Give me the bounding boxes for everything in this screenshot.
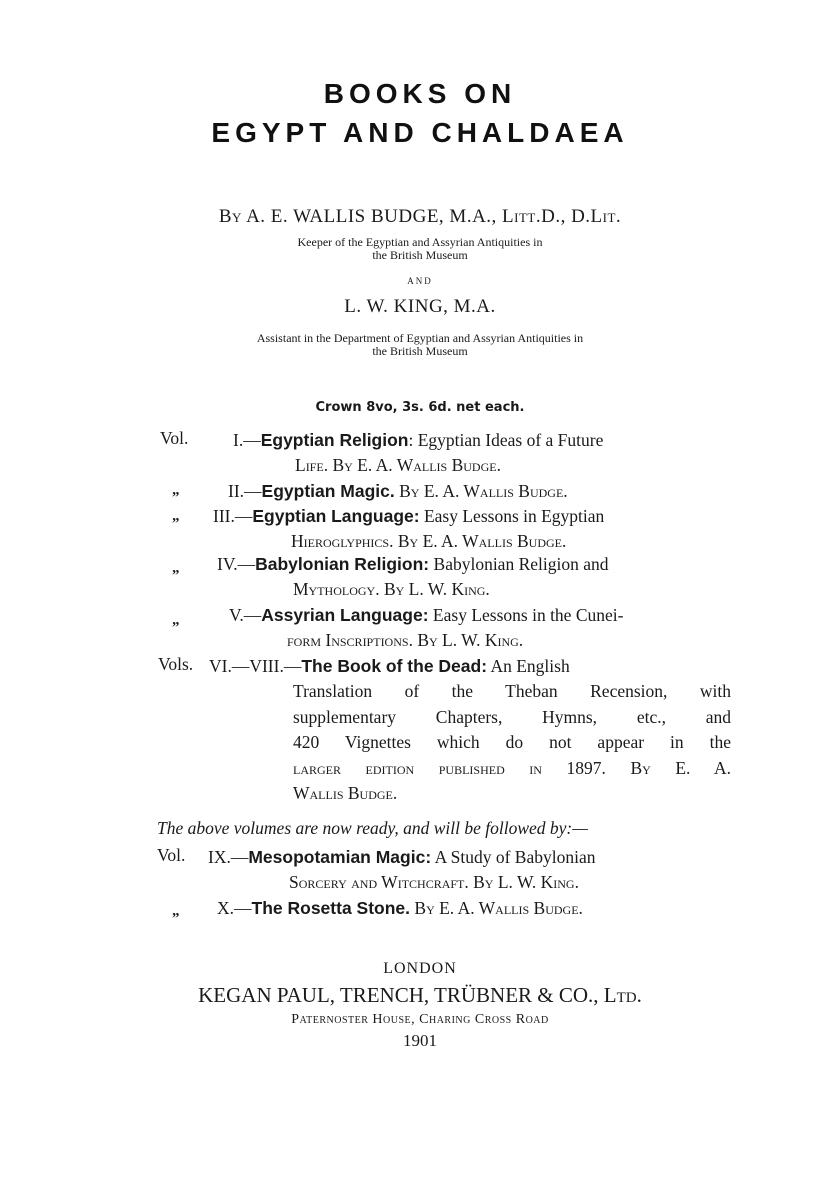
ditto-mark: „: [172, 903, 180, 919]
volume-entry-2: [228, 479, 735, 504]
title-line-2: EGYPT AND CHALDAEA: [211, 117, 629, 148]
imprint-city: LONDON: [383, 960, 457, 977]
volume-heading: Egyptian Language:: [252, 506, 420, 526]
volume-number: II.—: [228, 481, 262, 501]
volume-entry-4: [217, 552, 735, 603]
volume-number: X.—: [217, 898, 252, 918]
ditto-mark: „: [172, 560, 180, 576]
budge-description-2: the British Museum: [372, 248, 468, 262]
volume-text-line: Life. By E. A. Wallis Budge.: [295, 455, 501, 476]
volume-text-line: Wallis Budge.: [293, 783, 398, 804]
volume-label: Vols.: [158, 654, 194, 674]
volume-number: III.—: [213, 506, 253, 526]
volume-text-line: 420 Vignettes which do not appear in the: [293, 732, 731, 753]
volume-heading: The Rosetta Stone.: [251, 898, 411, 918]
volume-entry-5: [229, 603, 735, 654]
volume-text-line: : Egyptian Ideas of a Future: [408, 430, 604, 450]
volume-text-line: larger edition published in 1897. By E. A.: [293, 757, 731, 778]
volume-number: IX.—: [208, 847, 249, 867]
volume-number: VI.—VIII.—: [209, 656, 302, 676]
volume-text-line: Babylonian Religion and: [429, 554, 609, 574]
title-line-1: BOOKS ON: [323, 78, 517, 109]
volume-text-line: Mythology. By L. W. King.: [293, 579, 490, 600]
volume-heading: The Book of the Dead:: [301, 656, 488, 676]
volume-text-line: An English: [487, 656, 570, 676]
volume-heading: Egyptian Magic.: [261, 481, 395, 501]
volume-text-line: supplementary Chapters, Hymns, etc., and: [293, 706, 731, 727]
king-author-line: L. W. KING, M.A.: [344, 296, 496, 317]
volume-text-line: By E. A. Wallis Budge.: [410, 898, 583, 918]
volume-entry-6: [209, 654, 731, 806]
volume-text-line: Easy Lessons in the Cunei-: [428, 605, 624, 625]
volume-text-line: By E. A. Wallis Budge.: [394, 481, 568, 501]
volume-label: Vol.: [160, 428, 189, 448]
ditto-mark: „: [172, 482, 180, 498]
imprint-year: 1901: [403, 1031, 437, 1050]
king-description-1: Assistant in the Department of Egyptian and Assyrian Antiquities in: [256, 331, 584, 345]
king-description-2: the British Museum: [372, 344, 468, 358]
volume-label: Vol.: [157, 845, 186, 865]
volume-heading: Babylonian Religion:: [255, 554, 430, 574]
volume-text-line: Easy Lessons in Egyptian: [419, 506, 605, 526]
price-line: Crown 8vo, 3s. 6d. net each.: [315, 400, 525, 415]
volume-heading: Assyrian Language:: [261, 605, 429, 625]
volume-entry-10: [217, 896, 731, 921]
volume-text-line: Hieroglyphics. By E. A. Wallis Budge.: [291, 531, 567, 552]
ditto-mark: „: [172, 508, 180, 524]
imprint-publisher: KEGAN PAUL, TRENCH, TRÜBNER & CO., Ltd.: [198, 983, 642, 1007]
volume-entry-1: [233, 428, 735, 479]
volume-entry-3: [213, 504, 735, 555]
volume-heading: Mesopotamian Magic:: [248, 847, 432, 867]
volume-number: I.—: [233, 430, 261, 450]
volume-text-line: A Study of Babylonian: [431, 847, 596, 867]
and-separator: AND: [407, 276, 433, 286]
budge-description-1: Keeper of the Egyptian and Assyrian Antiquities in: [297, 235, 543, 249]
volume-heading: Egyptian Religion: [260, 430, 409, 450]
imprint-address: Paternoster House, Charing Cross Road: [291, 1012, 549, 1027]
volume-text-line: Sorcery and Witchcraft. By L. W. King.: [289, 872, 579, 893]
volume-text-line: Translation of the Theban Recension, with: [293, 681, 731, 702]
volume-number: IV.—: [217, 554, 256, 574]
following-note: The above volumes are now ready, and will be followed by:—: [157, 818, 588, 838]
volume-text-line: form Inscriptions. By L. W. King.: [287, 630, 524, 651]
budge-author-line: [0, 206, 840, 228]
volume-entry-9: [208, 845, 731, 896]
ditto-mark: „: [172, 612, 180, 628]
budge-author-text: By A. E. WALLIS BUDGE, M.A., Litt.D., D.Lit.: [218, 206, 622, 227]
volume-number: V.—: [229, 605, 262, 625]
